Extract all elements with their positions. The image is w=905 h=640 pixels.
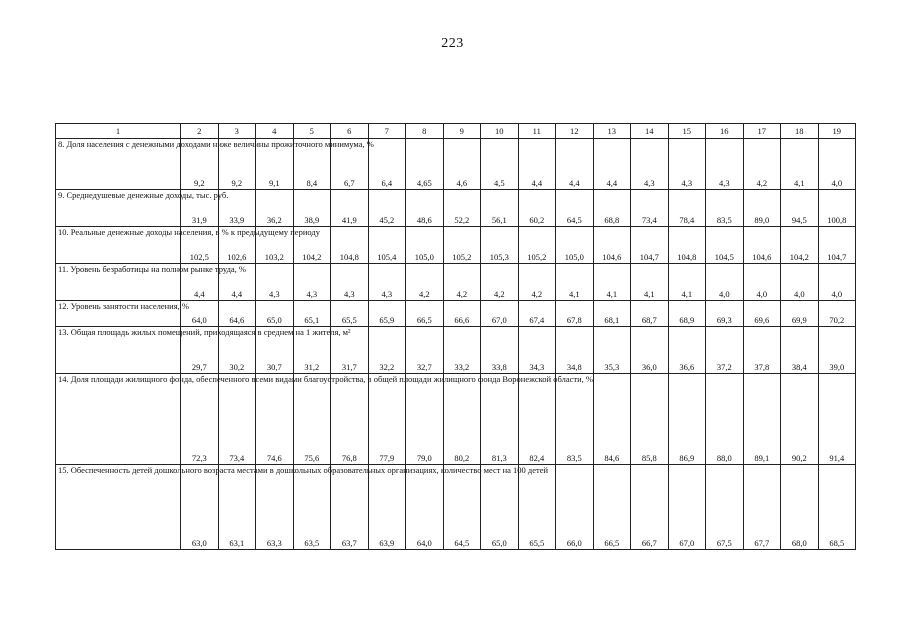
value-cell: 56,1 (481, 190, 519, 227)
value-cell: 63,7 (331, 465, 369, 550)
value-cell: 4,3 (706, 139, 744, 190)
value-cell: 89,1 (743, 374, 781, 465)
value-cell: 66,5 (593, 465, 631, 550)
value-cell: 33,9 (218, 190, 256, 227)
header-cell: 4 (256, 124, 294, 139)
value-cell: 4,0 (781, 264, 819, 301)
value-cell: 4,3 (293, 264, 331, 301)
value-cell: 63,5 (293, 465, 331, 550)
value-cell: 81,3 (481, 374, 519, 465)
value-cell: 8,4 (293, 139, 331, 190)
value-cell: 64,0 (181, 301, 219, 327)
value-cell: 45,2 (368, 190, 406, 227)
header-cell: 19 (818, 124, 856, 139)
value-cell: 4,1 (668, 264, 706, 301)
header-cell: 11 (518, 124, 556, 139)
value-cell: 104,7 (631, 227, 669, 264)
value-cell: 4,2 (743, 139, 781, 190)
value-cell: 76,8 (331, 374, 369, 465)
value-cell: 36,2 (256, 190, 294, 227)
value-cell: 68,5 (818, 465, 856, 550)
value-cell: 70,2 (818, 301, 856, 327)
value-cell: 30,2 (218, 327, 256, 374)
value-cell: 79,0 (406, 374, 444, 465)
value-cell: 78,4 (668, 190, 706, 227)
value-cell: 90,2 (781, 374, 819, 465)
value-cell: 68,7 (631, 301, 669, 327)
value-cell: 39,0 (818, 327, 856, 374)
value-cell: 33,8 (481, 327, 519, 374)
value-cell: 91,4 (818, 374, 856, 465)
value-cell: 9,2 (218, 139, 256, 190)
value-cell: 31,9 (181, 190, 219, 227)
value-cell: 80,2 (443, 374, 481, 465)
value-cell: 67,0 (668, 465, 706, 550)
value-cell: 103,2 (256, 227, 294, 264)
value-cell: 65,1 (293, 301, 331, 327)
value-cell: 31,7 (331, 327, 369, 374)
value-cell: 89,0 (743, 190, 781, 227)
value-cell: 36,0 (631, 327, 669, 374)
value-cell: 6,4 (368, 139, 406, 190)
value-cell: 68,9 (668, 301, 706, 327)
header-cell: 5 (293, 124, 331, 139)
value-cell: 4,4 (518, 139, 556, 190)
value-cell: 4,3 (368, 264, 406, 301)
value-cell: 73,4 (631, 190, 669, 227)
value-cell: 4,4 (218, 264, 256, 301)
value-cell: 82,4 (518, 374, 556, 465)
value-cell: 38,9 (293, 190, 331, 227)
value-cell: 83,5 (706, 190, 744, 227)
value-cell: 4,3 (256, 264, 294, 301)
value-cell: 34,3 (518, 327, 556, 374)
value-cell: 30,7 (256, 327, 294, 374)
value-cell: 65,9 (368, 301, 406, 327)
value-cell: 102,5 (181, 227, 219, 264)
header-cell: 1 (56, 124, 181, 139)
value-cell: 105,4 (368, 227, 406, 264)
value-cell: 104,8 (668, 227, 706, 264)
value-cell: 66,6 (443, 301, 481, 327)
value-cell: 9,1 (256, 139, 294, 190)
value-cell: 4,65 (406, 139, 444, 190)
header-cell: 12 (556, 124, 594, 139)
value-cell: 37,8 (743, 327, 781, 374)
value-cell: 38,4 (781, 327, 819, 374)
header-cell: 10 (481, 124, 519, 139)
value-cell: 63,3 (256, 465, 294, 550)
value-cell: 69,6 (743, 301, 781, 327)
value-cell: 4,0 (706, 264, 744, 301)
value-cell: 4,1 (556, 264, 594, 301)
value-cell: 104,6 (593, 227, 631, 264)
value-cell: 73,4 (218, 374, 256, 465)
value-cell: 88,0 (706, 374, 744, 465)
value-cell: 67,8 (556, 301, 594, 327)
value-cell: 105,2 (518, 227, 556, 264)
value-cell: 33,2 (443, 327, 481, 374)
value-cell: 77,9 (368, 374, 406, 465)
value-cell: 4,1 (593, 264, 631, 301)
value-cell: 64,5 (443, 465, 481, 550)
header-cell: 14 (631, 124, 669, 139)
value-cell: 64,5 (556, 190, 594, 227)
value-cell: 104,2 (781, 227, 819, 264)
value-cell: 4,0 (818, 139, 856, 190)
value-cell: 4,1 (781, 139, 819, 190)
value-cell: 4,4 (556, 139, 594, 190)
value-cell: 65,0 (481, 465, 519, 550)
value-cell: 4,6 (443, 139, 481, 190)
value-cell: 6,7 (331, 139, 369, 190)
value-cell: 67,5 (706, 465, 744, 550)
value-cell: 67,7 (743, 465, 781, 550)
header-cell: 7 (368, 124, 406, 139)
table-row (56, 190, 856, 227)
value-cell: 4,3 (331, 264, 369, 301)
row-label: 11. Уровень безработицы на полном рынке труда, % (56, 264, 181, 301)
table-row (56, 139, 856, 190)
value-cell: 63,9 (368, 465, 406, 550)
value-cell: 4,4 (593, 139, 631, 190)
value-cell: 63,1 (218, 465, 256, 550)
header-cell: 8 (406, 124, 444, 139)
value-cell: 105,0 (556, 227, 594, 264)
value-cell: 31,2 (293, 327, 331, 374)
value-cell: 104,7 (818, 227, 856, 264)
header-cell: 16 (706, 124, 744, 139)
row-label: 12. Уровень занятости населения, % (56, 301, 181, 327)
row-label: 15. Обеспеченность детей дошкольного возраста местами в дошкольных образовательных организациях, количество мест на 100 детей (56, 465, 181, 550)
value-cell: 104,6 (743, 227, 781, 264)
table-row (56, 327, 856, 374)
value-cell: 100,8 (818, 190, 856, 227)
value-cell: 84,6 (593, 374, 631, 465)
value-cell: 85,8 (631, 374, 669, 465)
row-label: 13. Общая площадь жилых помещений, приходящаяся в среднем на 1 жителя, м² (56, 327, 181, 374)
value-cell: 4,0 (818, 264, 856, 301)
header-cell: 9 (443, 124, 481, 139)
value-cell: 4,3 (668, 139, 706, 190)
table-row (56, 465, 856, 550)
value-cell: 4,5 (481, 139, 519, 190)
header-cell: 15 (668, 124, 706, 139)
row-label: 14. Доля площади жилищного фонда, обеспеченного всеми видами благоустройства, в общей площади жилищного фонда Воронежской области, % (56, 374, 181, 465)
value-cell: 65,5 (518, 465, 556, 550)
value-cell: 67,4 (518, 301, 556, 327)
value-cell: 60,2 (518, 190, 556, 227)
value-cell: 4,2 (406, 264, 444, 301)
value-cell: 64,0 (406, 465, 444, 550)
value-cell: 63,0 (181, 465, 219, 550)
value-cell: 68,1 (593, 301, 631, 327)
value-cell: 35,3 (593, 327, 631, 374)
value-cell: 48,6 (406, 190, 444, 227)
header-cell: 2 (181, 124, 219, 139)
value-cell: 4,2 (481, 264, 519, 301)
row-label: 8. Доля населения с денежными доходами ниже величины прожиточного минимума, % (56, 139, 181, 190)
value-cell: 9,2 (181, 139, 219, 190)
value-cell: 4,1 (631, 264, 669, 301)
header-row (56, 124, 856, 139)
header-cell: 6 (331, 124, 369, 139)
value-cell: 52,2 (443, 190, 481, 227)
value-cell: 68,8 (593, 190, 631, 227)
value-cell: 65,0 (256, 301, 294, 327)
table-row (56, 374, 856, 465)
value-cell: 72,3 (181, 374, 219, 465)
value-cell: 104,8 (331, 227, 369, 264)
value-cell: 66,7 (631, 465, 669, 550)
value-cell: 69,3 (706, 301, 744, 327)
value-cell: 32,2 (368, 327, 406, 374)
table-row (56, 301, 856, 327)
value-cell: 83,5 (556, 374, 594, 465)
value-cell: 75,6 (293, 374, 331, 465)
page-number: 223 (441, 36, 464, 51)
indicators-table (55, 123, 856, 550)
value-cell: 102,6 (218, 227, 256, 264)
table-row (56, 227, 856, 264)
header-cell: 17 (743, 124, 781, 139)
row-label: 10. Реальные денежные доходы населения, в % к предыдущему периоду (56, 227, 181, 264)
header-cell: 18 (781, 124, 819, 139)
value-cell: 68,0 (781, 465, 819, 550)
value-cell: 4,4 (181, 264, 219, 301)
table-row (56, 264, 856, 301)
value-cell: 86,9 (668, 374, 706, 465)
value-cell: 4,2 (443, 264, 481, 301)
value-cell: 104,2 (293, 227, 331, 264)
value-cell: 67,0 (481, 301, 519, 327)
value-cell: 32,7 (406, 327, 444, 374)
value-cell: 69,9 (781, 301, 819, 327)
value-cell: 94,5 (781, 190, 819, 227)
value-cell: 37,2 (706, 327, 744, 374)
header-cell: 13 (593, 124, 631, 139)
value-cell: 29,7 (181, 327, 219, 374)
value-cell: 4,2 (518, 264, 556, 301)
header-cell: 3 (218, 124, 256, 139)
value-cell: 105,0 (406, 227, 444, 264)
value-cell: 4,3 (631, 139, 669, 190)
value-cell: 105,2 (443, 227, 481, 264)
value-cell: 41,9 (331, 190, 369, 227)
value-cell: 74,6 (256, 374, 294, 465)
value-cell: 105,3 (481, 227, 519, 264)
value-cell: 4,0 (743, 264, 781, 301)
value-cell: 66,5 (406, 301, 444, 327)
value-cell: 34,8 (556, 327, 594, 374)
row-label: 9. Среднедушевые денежные доходы, тыс. руб. (56, 190, 181, 227)
value-cell: 65,5 (331, 301, 369, 327)
value-cell: 36,6 (668, 327, 706, 374)
value-cell: 104,5 (706, 227, 744, 264)
value-cell: 64,6 (218, 301, 256, 327)
value-cell: 66,0 (556, 465, 594, 550)
